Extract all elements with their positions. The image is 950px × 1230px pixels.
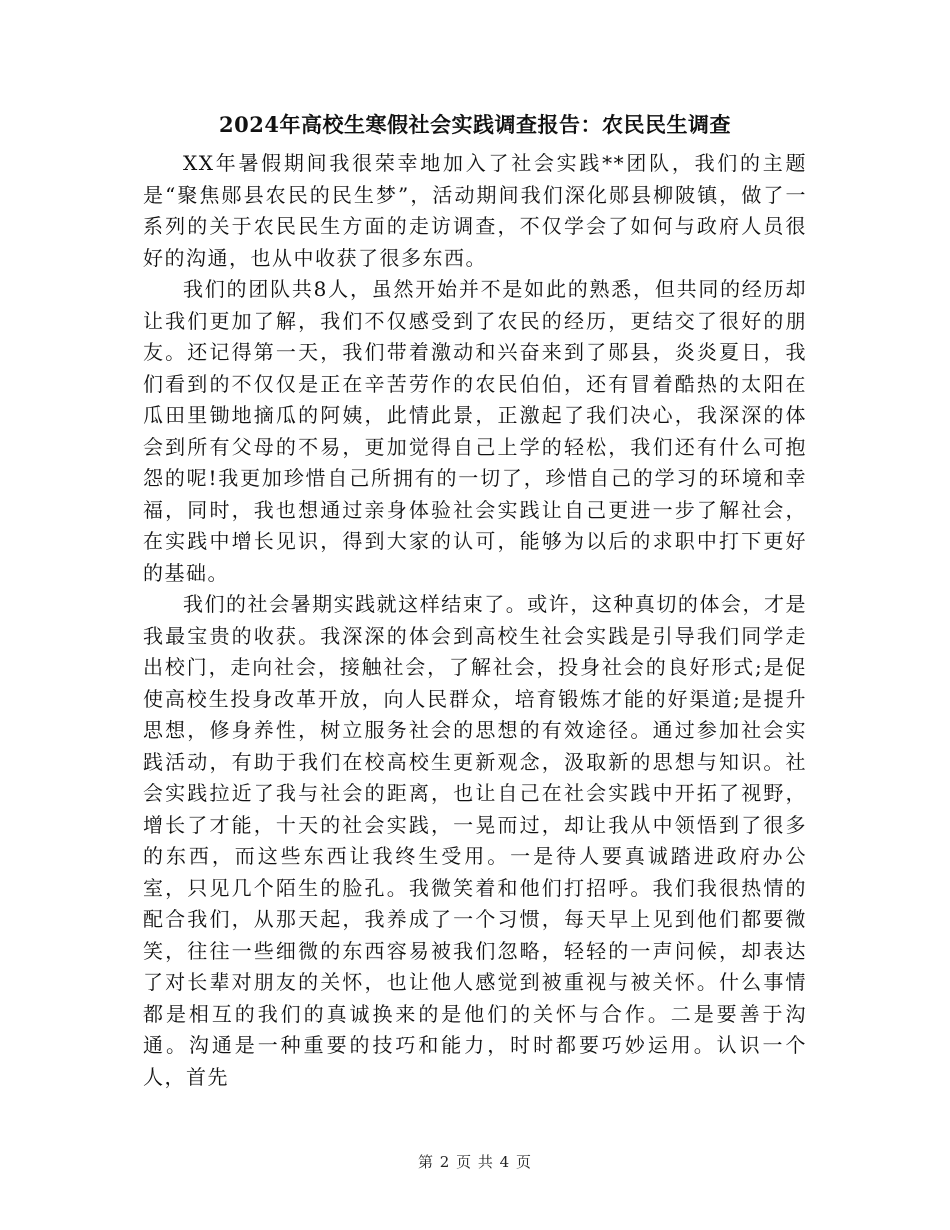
paragraph: 我们的社会暑期实践就这样结束了。或许，这种真切的体会，才是我最宝贵的收获。我深深的体会到高校生社会实践是引导我们同学走出校门，走向社会，接触社会，了解社会，投身社会的良好形式;是促使高校生投身改革开放，向人民群众，培育锻炼才能的好渠道;是提升思想，修身养性，树立服务社会的思想的有效途径。通过参加社会实践活动，有助于我们在校高校生更新观念，汲取新的思想与知识。社会实践拉近了我与社会的距离，也让自己在社会实践中开拓了视野，增长了才能，十天的社会实践，一晃而过，却让我从中领悟到了很多的东西，而这些东西让我终生受用。一是待人要真诚踏进政府办公室，只见几个陌生的脸孔。我微笑着和他们打招呼。我们我很热情的配合我们，从那天起，我养成了一个习惯，每天早上见到他们都要微笑，往往一些细微的东西容易被我们忽略，轻轻的一声问候，却表达了对长辈对朋友的关怀，也让他人感觉到被重视与被关怀。什么事情都是相互的我们的真诚换来的是他们的关怀与合作。二是要善于沟通。沟通是一种重要的技巧和能力，时时都要巧妙运用。认识一个人，首先 (143, 592, 807, 1089)
document-title: 2024年高校生寒假社会实践调查报告：农民民生调查 (219, 112, 731, 137)
paragraph: 我们的团队共8人，虽然开始并不是如此的熟悉，但共同的经历却让我们更加了解，我们不仅感受到了农民的经历，更结交了很好的朋友。还记得第一天，我们带着激动和兴奋来到了郧县，炎炎夏日，我们看到的不仅仅是正在辛苦劳作的农民伯伯，还有冒着酷热的太阳在瓜田里锄地摘瓜的阿姨，此情此景，正激起了我们决心，我深深的体会到所有父母的不易，更加觉得自己上学的轻松，我们还有什么可抱怨的呢!我更加珍惜自己所拥有的一切了，珍惜自己的学习的环境和幸福，同时，我也想通过亲身体验社会实践让自己更进一步了解社会，在实践中增长见识，得到大家的认可，能够为以后的求职中打下更好的基础。 (143, 277, 807, 585)
page-number-footer: 第 2 页 共 4 页 (418, 1153, 532, 1171)
paragraph: XX年暑假期间我很荣幸地加入了社会实践**团队，我们的主题是“聚焦郧县农民的民生梦”，活动期间我们深化郧县柳陂镇，做了一系列的关于农民民生方面的走访调查，不仅学会了如何与政府人员很好的沟通，也从中收获了很多东西。 (143, 151, 807, 270)
document-body (143, 148, 807, 1093)
